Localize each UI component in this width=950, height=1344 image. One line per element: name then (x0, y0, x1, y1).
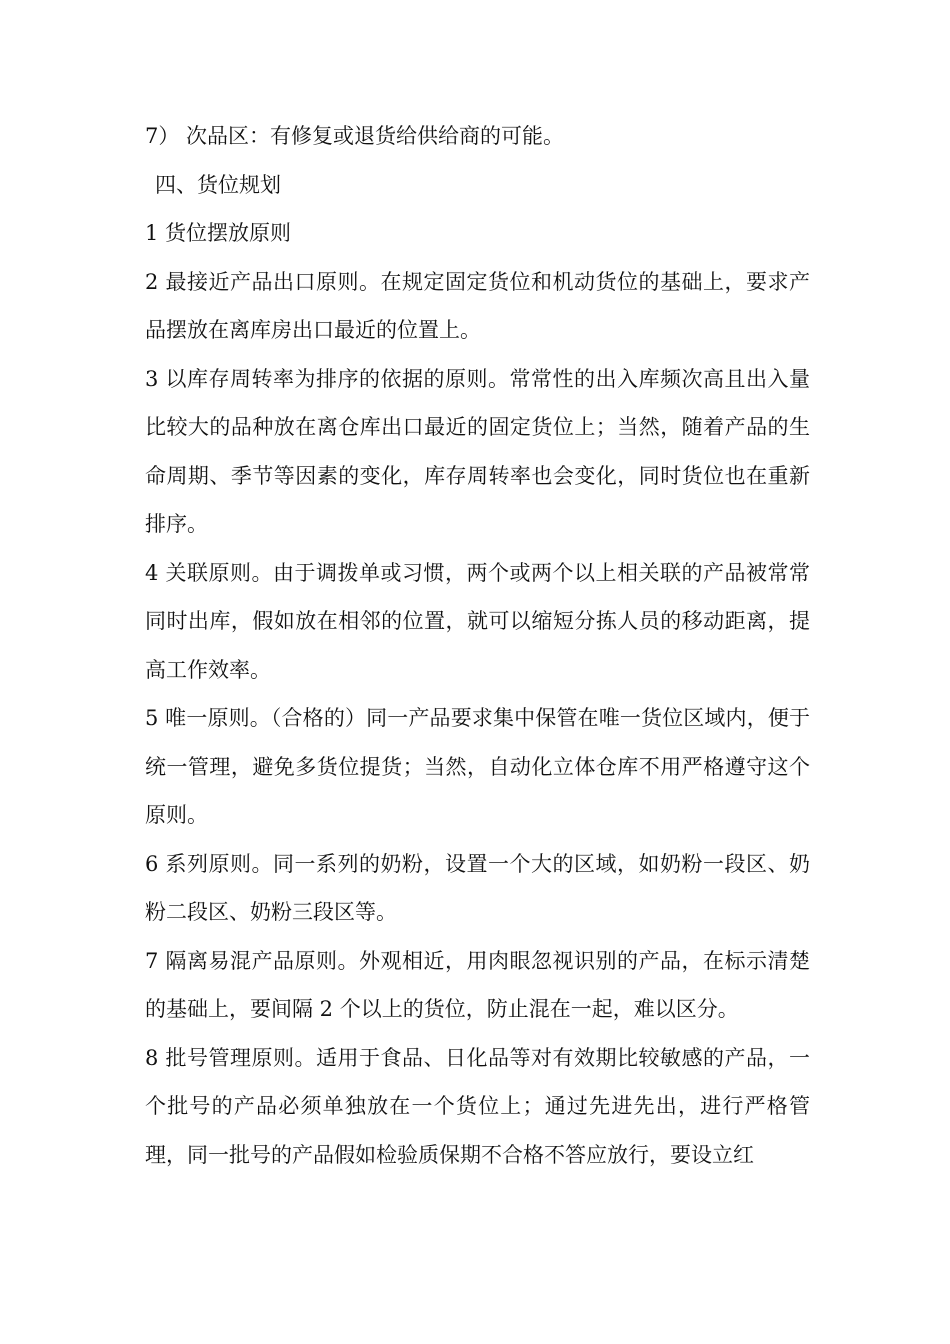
section-heading-location-planning: 四、货位规划 (155, 172, 281, 197)
paragraph-nearest-exit-principle: 2 最接近产品出口原则。在规定固定货位和机动货位的基础上，要求产品摆放在离库房出口最近的位置上。 (145, 269, 810, 342)
paragraph-association-principle: 4 关联原则。由于调拨单或习惯，两个或两个以上相关联的产品被常常同时出库，假如放在相邻的位置，就可以缩短分拣人员的移动距离，提高工作效率。 (145, 560, 810, 682)
paragraph-batch-management-principle: 8 批号管理原则。适用于食品、日化品等对有效期比较敏感的产品，一个批号的产品必须单独放在一个货位上；通过先进先出，进行严格管理，同一批号的产品假如检验质保期不合格不答应放行，要设立红 (145, 1045, 810, 1167)
paragraph-series-principle: 6 系列原则。同一系列的奶粉，设置一个大的区域，如奶粉一段区、奶粉二段区、奶粉三段区等。 (145, 851, 810, 924)
paragraph-defective-zone: 7） 次品区：有修复或退货给供给商的可能。 (145, 124, 565, 148)
paragraph-uniqueness-principle: 5 唯一原则。（合格的）同一产品要求集中保管在唯一货位区域内，便于统一管理，避免多货位提货；当然，自动化立体仓库不用严格遵守这个原则。 (145, 706, 810, 827)
paragraph-placement-principles: 1 货位摆放原则 (145, 221, 292, 245)
paragraph-turnover-rate-principle: 3 以库存周转率为排序的依据的原则。常常性的出入库频次高且出入量比较大的品种放在离仓库出口最近的固定货位上；当然，随着产品的生命周期、季节等因素的变化，库存周转率也会变化，同时货位也在重新排序。 (145, 366, 810, 536)
paragraph-isolation-principle: 7 隔离易混产品原则。外观相近，用肉眼忽视识别的产品，在标示清楚的基础上，要间隔 2 个以上的货位，防止混在一起，难以区分。 (145, 948, 810, 1021)
document-body (145, 112, 810, 1179)
